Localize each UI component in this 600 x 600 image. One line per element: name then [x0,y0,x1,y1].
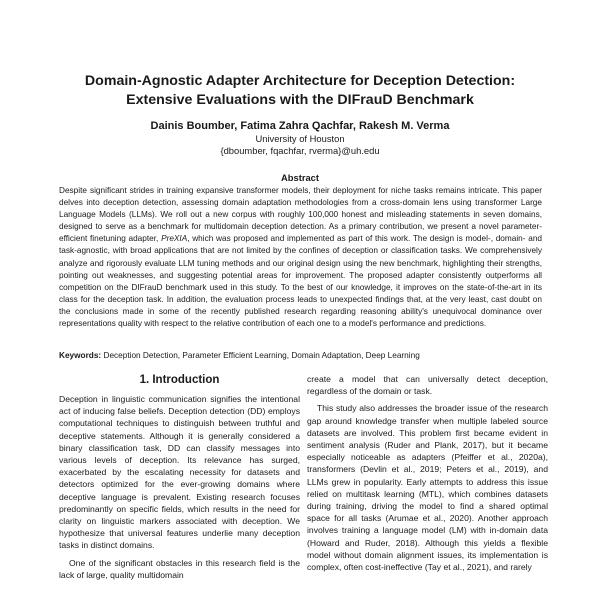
abstract-text [59,185,542,330]
left-column [59,373,300,600]
keywords-label: Keywords: [59,351,102,360]
author-emails: {dboumber, fqachfar, rverma}@uh.edu [220,145,380,156]
intro-paragraph-continued: create a model that can universally detect deception, regardless of the domain or task. [307,374,548,397]
affiliation: University of Houston [255,133,345,144]
keywords [59,350,542,362]
author-list: Dainis Boumber, Fatima Zahra Qachfar, Rakesh M. Verma [150,120,450,132]
adapter-name: PreXIA [161,234,188,244]
section-heading-introduction: 1. Introduction [139,374,220,386]
intro-paragraph-1: Deception in linguistic communication signifies the intentional act of inducing false beliefs. Deception detection (DD) employs computational techniques to distinguish between truthful and deceptive statements. Although it is generally considered a binary classification task, DD can classify messages into various levels of deception. Its relevance has surged, exacerbated by the escalating necessity for datasets and detectors optimized for the ever-growing domains where deceptive language is prevalent. Existing research focuses predominantly on specific fields, which results in the need for clarity on linguistic markers associated with deception. We hypothesize that universal features underlie many deception tasks in distinct domains. [59,394,300,551]
title-line-2: Extensive Evaluations with the DIFrauD Benchmark [126,92,474,108]
paper-title [60,72,540,110]
keywords-list: Deception Detection, Parameter Efficient Learning, Domain Adaptation, Deep Learning [103,351,420,360]
intro-paragraph-3: This study also addresses the broader issue of the research gap around knowledge transfer when multiple labeled source datasets are involved. This problem first became evident in sentiment analysis (Ruder and Plank, 2017), but it became especially noticeable as adapters (Pfeiffer et al., 2020a), transformers (Devlin et al., 2019; Peters et al., 2019), and LLMs grew in popularity. Early attempts to address this issue relied on multitask learning (MTL), which combines datasets during training, driving the model to find a shared optimal space for all tasks (Arumae et al., 2020). Another approach involves training a language model (LM) with in-domain data (Howard and Ruder, 2018). Although this yields a flexible model without domain alignment issues, its implementation is complex, often cost-ineffective (Tay et al., 2021), and rarely [307,403,548,573]
abstract-text-part-1: Despite significant strides in training expansive transformer models, their deployment for niche tasks remains intricate. This paper delves into deception detection, assessing domain adaptation methodologies from a cross-domain lens using transformer Large Language Models (LLMs). We roll out a new corpus with roughly 100,000 honest and misleading statements in seven domains, designed to serve as a benchmark for multidomain deception detection. As a primary contribution, we present a novel parameter-efficient finetuning adapter, [59,186,542,244]
abstract-text-part-2: , which was proposed and implemented as part of this work. The design is model-, domain- and task-agnostic, with broad applications that are not limited by the confines of deception or classification tasks. We comprehensively analyze and rigorously evaluate LLM tuning methods and our original design using the new benchmark, highlighting their strengths, pointing out weaknesses, and suggesting potential areas for improvement. The proposed adapter consistently outperforms all competition on the DIFrauD benchmark used in this study. To the best of our knowledge, it improves on the state-of-the-art in its class for the deception task. In addition, the evaluation process leads to unexpected findings that, at the very least, cast doubt on the conclusions made in some of the recently published research regarding reasoning ability's unequivocal dominance over representations quality with respect to the relative contribution of each one to a model's performance and predictions. [59,234,542,329]
right-column [307,373,548,600]
intro-paragraph-2: One of the significant obstacles in this research field is the lack of large, quality multidomain [59,557,300,580]
abstract-heading: Abstract [280,172,320,183]
title-line-1: Domain-Agnostic Adapter Architecture for Deception Detection: [84,73,516,89]
